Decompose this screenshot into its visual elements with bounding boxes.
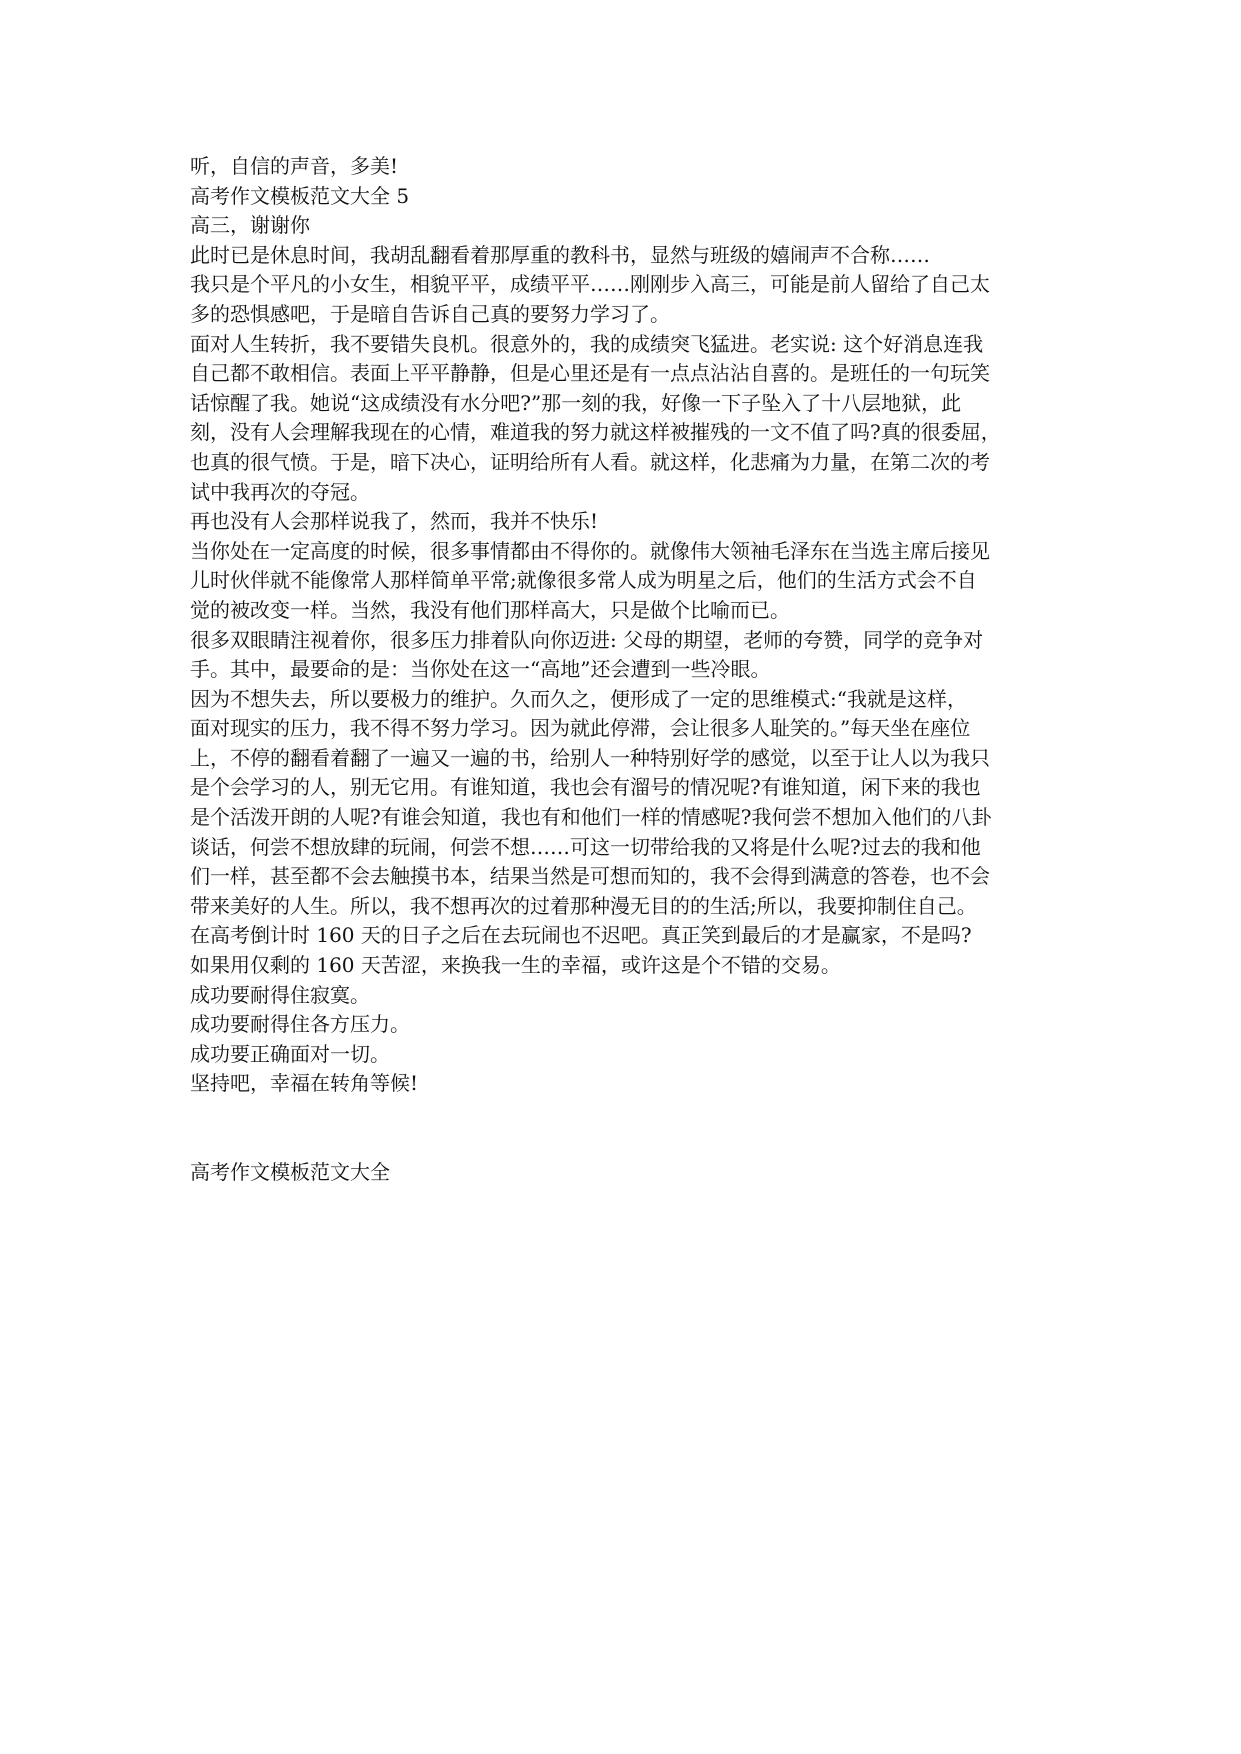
text-line: 话惊醒了我。她说“这成绩没有水分吧?”那一刻的我，好像一下子坠入了十八层地狱，此	[190, 390, 962, 415]
text-line: 成功要正确面对一切。	[190, 1041, 390, 1066]
footer-title: 高考作文模板范文大全	[190, 1160, 390, 1184]
text-line: 带来美好的人生。所以，我不想再次的过着那种漫无目的的生活;所以，我要抑制住自己。	[190, 893, 977, 918]
text-line: 此时已是休息时间，我胡乱翻看着那厚重的教科书，显然与班级的嬉闹声不合称……	[190, 242, 930, 267]
text-line: 是个活泼开朗的人呢?有谁会知道，我也有和他们一样的情感呢?我何尝不想加入他们的八卦	[190, 805, 992, 830]
text-line: 也真的很气愤。于是，暗下决心，证明给所有人看。就这样，化悲痛为力量，在第二次的考	[190, 449, 990, 474]
paragraph-spacer	[190, 1099, 1060, 1158]
text-line: 上，不停的翻看着翻了一遍又一遍的书，给别人一种特别好学的感觉，以至于让人以为我只	[190, 745, 990, 770]
essay-title: 高三，谢谢你	[190, 213, 310, 238]
text-line: 们一样，甚至都不会去触摸书本，结果当然是可想而知的，我不会得到满意的答卷，也不会	[190, 864, 990, 889]
text-line: 成功要耐得住各方压力。	[190, 1012, 410, 1037]
text-line: 是个会学习的人，别无它用。有谁知道，我也会有溜号的情况呢?有谁知道，闲下来的我也	[190, 775, 981, 800]
text-line: 当你处在一定高度的时候，很多事情都由不得你的。就像伟大领袖毛泽东在当选主席后接见	[190, 538, 990, 563]
text-line: 刻，没有人会理解我现在的心情，难道我的努力就这样被摧残的一文不值了吗?真的很委屈，	[190, 420, 1001, 445]
text-line: 面对人生转折，我不要错失良机。很意外的，我的成绩突飞猛进。老实说: 这个好消息连我	[190, 331, 984, 356]
text-line: 再也没有人会那样说我了，然而，我并不快乐!	[190, 509, 599, 534]
section-heading: 高考作文模板范文大全 5	[190, 183, 410, 208]
text-line: 谈话，何尝不想放肆的玩闹，何尝不想……可这一切带给我的又将是什么呢?过去的我和他	[190, 834, 981, 859]
text-line: 觉的被改变一样。当然，我没有他们那样高大，只是做个比喻而已。	[190, 597, 790, 622]
text-line: 如果用仅剩的 160 天苦涩，来换我一生的幸福，或许这是个不错的交易。	[190, 953, 841, 978]
text-line: 我只是个平凡的小女生，相貌平平，成绩平平……刚刚步入高三，可能是前人留给了自己太	[190, 272, 990, 297]
document-body	[190, 152, 1060, 1188]
text-line: 坚持吧，幸福在转角等候!	[190, 1071, 419, 1096]
text-line: 听，自信的声音，多美!	[190, 154, 399, 178]
text-line: 在高考倒计时 160 天的日子之后在去玩闹也不迟吧。真正笑到最后的才是赢家，不是吗?	[190, 923, 972, 948]
text-line: 成功要耐得住寂寞。	[190, 982, 370, 1007]
text-line: 儿时伙伴就不能像常人那样简单平常;就像很多常人成为明星之后，他们的生活方式会不自	[190, 568, 977, 593]
text-line: 多的恐惧感吧，于是暗自告诉自己真的要努力学习了。	[190, 301, 670, 326]
text-line: 面对现实的压力，我不得不努力学习。因为就此停滞，会让很多人耻笑的。”每天坐在座位	[190, 716, 971, 741]
text-line: 手。其中，最要命的是：当你处在这一“高地”还会遭到一些冷眼。	[190, 657, 771, 682]
text-line: 很多双眼睛注视着你，很多压力排着队向你迈进: 父母的期望，老师的夸赞，同学的竞争对	[190, 627, 984, 652]
text-line: 试中我再次的夺冠。	[190, 479, 370, 504]
text-line: 自己都不敢相信。表面上平平静静，但是心里还是有一点点沾沾自喜的。是班任的一句玩笑	[190, 361, 990, 386]
text-line: 因为不想失去，所以要极力的维护。久而久之，便形成了一定的思维模式:“我就是这样，	[190, 686, 967, 711]
